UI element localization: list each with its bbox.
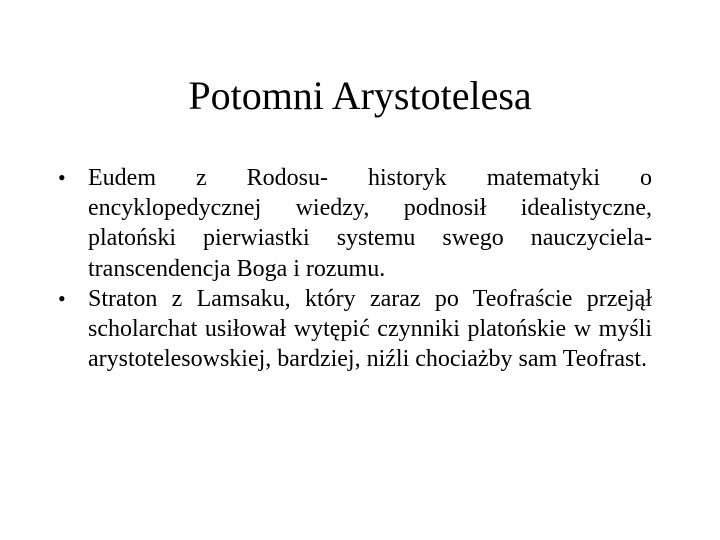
bullet-text: Eudem z Rodosu- historyk matematyki o encyklopedycznej wiedzy, podnosił idealistyczne, platoński pierwiastki systemu swego nauczyciela-transcendencja Boga i rozumu.: [88, 165, 652, 282]
bullet-list: [58, 163, 652, 374]
bullet-icon: •: [58, 165, 66, 190]
bullet-text: Straton z Lamsaku, który zaraz po Teofraście przejął scholarchat usiłował wytępić czynniki platońskie w myśli arystotelesowskiej, bardziej, niźli chociażby sam Teofrast.: [88, 285, 652, 373]
slide-title: Potomni Arystotelesa: [188, 73, 532, 118]
bullet-icon: •: [58, 285, 66, 311]
bullet-item-straton: [58, 284, 652, 375]
bullet-item-eudem: [58, 163, 652, 284]
